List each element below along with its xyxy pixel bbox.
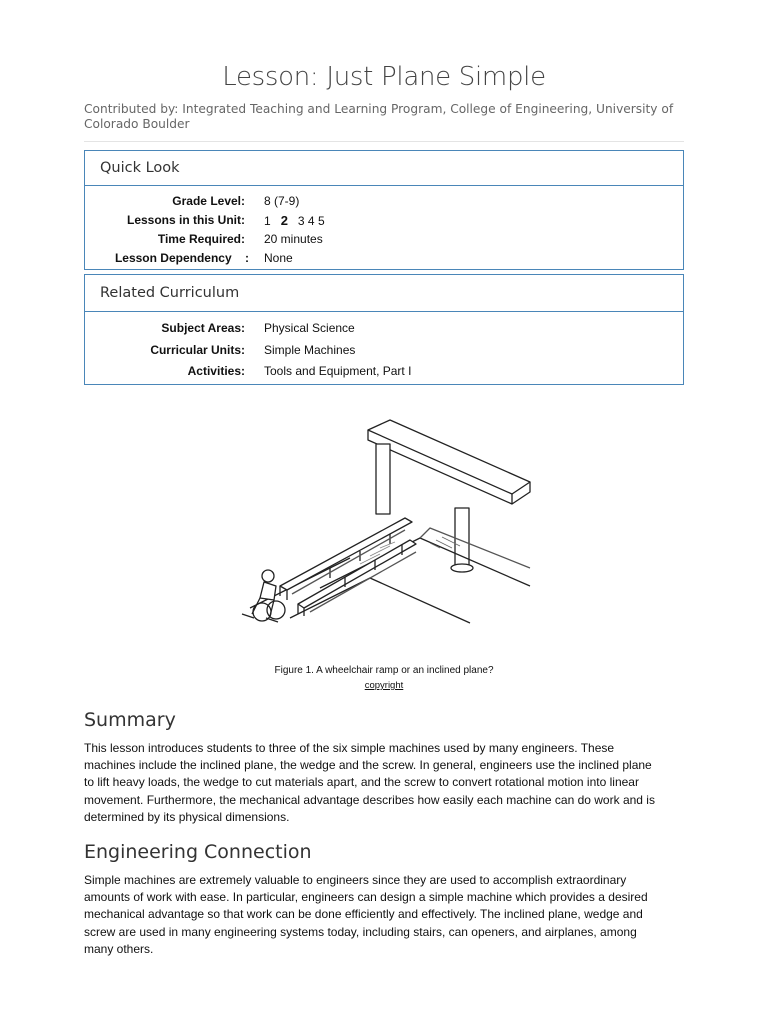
- figure-caption: Figure 1. A wheelchair ramp or an inclined plane?: [274, 665, 494, 676]
- grade-level-value: 8 (7-9): [264, 194, 300, 208]
- engineering-connection-text: Simple machines are extremely valuable to engineers since they are used to accomplish extraordinary amounts of work with ease. In particular, engineers can design a simple machine which provides a desired mechanical advantage so that work can be done efficiently and effectively. The inclined plane, wedge and screw are used in many engineering systems today, including stairs, can openers, and airplanes, among many others.: [84, 873, 648, 956]
- copyright-link[interactable]: copyright: [364, 680, 404, 691]
- dependency-label: Lesson Dependency :: [114, 251, 249, 265]
- divider: [84, 141, 684, 142]
- time-required-value: 20 minutes: [264, 232, 323, 246]
- subject-areas-value[interactable]: Physical Science: [264, 321, 355, 335]
- curricular-units-label: Curricular Units:: [150, 342, 245, 357]
- grade-level-row: [85, 192, 683, 211]
- quick-look-box: [84, 150, 684, 270]
- page-title: Lesson: Just Plane Simple: [222, 62, 546, 92]
- grade-level-label: Grade Level:: [172, 194, 245, 208]
- summary-heading: Summary: [84, 709, 176, 731]
- related-curriculum-heading: Related Curriculum: [85, 275, 683, 312]
- lessons-list: [264, 211, 325, 231]
- quick-look-heading: Quick Look: [85, 151, 683, 186]
- curricular-units-value[interactable]: Simple Machines: [264, 342, 356, 357]
- lesson-current: 2: [280, 213, 288, 228]
- subject-areas-row: [85, 318, 683, 340]
- time-required-label: Time Required:: [157, 232, 245, 246]
- time-required-row: [85, 230, 683, 249]
- wheelchair-ramp-illustration: [230, 418, 540, 634]
- dependency-value: None: [264, 251, 293, 265]
- activities-row: [85, 361, 683, 383]
- dependency-row: [85, 249, 683, 268]
- lessons-label: Lessons in this Unit:: [126, 213, 245, 227]
- summary-text: This lesson introduces students to three of the six simple machines used by many engineers. These machines include the inclined plane, the wedge and the screw. In general, engineers use the inclined plane to lift heavy loads, the wedge to cut materials apart, and the screw to convert rotational motion into linear movement. Furthermore, the mechanical advantage describes how easily each machine can do work and is determined by its physical dimensions.: [84, 741, 655, 824]
- curricular-units-row: [85, 340, 683, 362]
- copyright-line: [0, 680, 768, 691]
- contributed-by: Contributed by: Integrated Teaching and Learning Program, College of Engineering, University of Colorado Boulder: [84, 102, 674, 131]
- related-curriculum-box: [84, 274, 684, 385]
- activities-label: Activities:: [187, 364, 245, 378]
- lessons-row: [85, 211, 683, 230]
- activities-value[interactable]: Tools and Equipment, Part I: [264, 364, 412, 378]
- subject-areas-label: Subject Areas:: [161, 321, 245, 335]
- lesson-links-rest[interactable]: 3 4 5: [297, 214, 325, 228]
- engineering-connection-heading: Engineering Connection: [84, 841, 312, 863]
- lesson-link-1[interactable]: 1: [264, 214, 271, 228]
